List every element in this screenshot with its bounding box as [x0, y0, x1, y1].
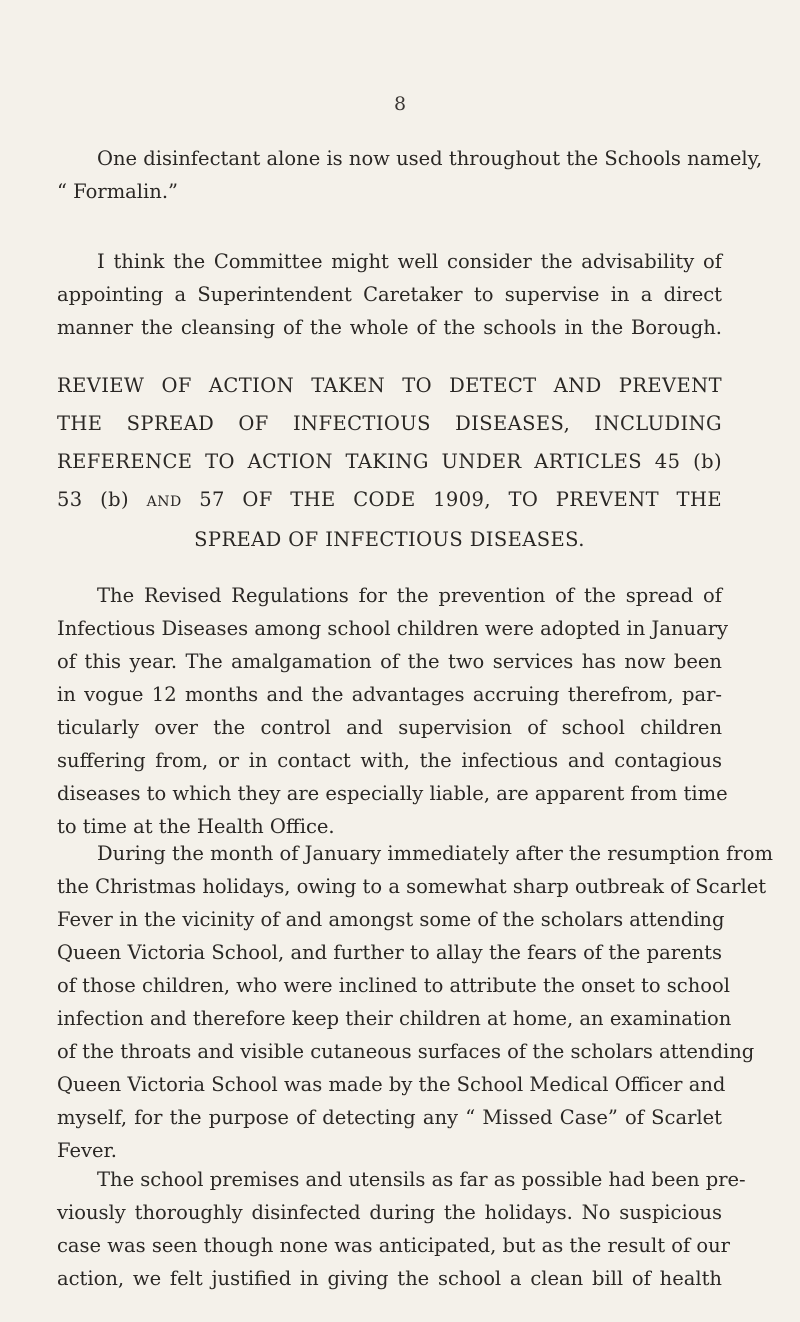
page-number: 8	[393, 93, 407, 115]
text-line: in vogue 12 months and the advantages accruing therefrom, par-	[57, 683, 722, 706]
paragraph-scarlet-fever	[57, 837, 773, 1167]
text-line: During the month of January immediately after the resumption from	[97, 842, 773, 865]
text-line: appointing a Superintendent Caretaker to supervise in a direct	[57, 283, 722, 306]
heading-fragment: 53 (b)	[57, 488, 130, 511]
paragraph-premises	[57, 1163, 746, 1295]
text-line: to time at the Health Office.	[57, 815, 335, 838]
heading-line: SPREAD OF INFECTIOUS DISEASES.	[194, 528, 585, 551]
text-line: of those children, who were inclined to attribute the onset to school	[57, 974, 730, 997]
text-line: The school premises and utensils as far as possible had been pre-	[97, 1168, 746, 1191]
text-line: Fever.	[57, 1139, 117, 1162]
text-line: of the throats and visible cutaneous surfaces of the scholars attending	[57, 1040, 755, 1063]
text-line: myself, for the purpose of detecting any “ Missed Case” of Scarlet	[57, 1106, 722, 1129]
text-line: “ Formalin.”	[57, 180, 179, 203]
heading-line: REVIEW OF ACTION TAKEN TO DETECT AND PREVENT	[57, 374, 722, 397]
text-line: Infectious Diseases among school children were adopted in January	[57, 617, 729, 640]
text-line: Queen Victoria School, and further to allay the fears of the parents	[57, 941, 722, 964]
paragraph-formalin	[57, 142, 763, 208]
text-line: Queen Victoria School was made by the School Medical Officer and	[57, 1073, 726, 1096]
text-line: manner the cleansing of the whole of the schools in the Borough.	[57, 316, 722, 339]
text-line: the Christmas holidays, owing to a somewhat sharp outbreak of Scarlet	[57, 875, 767, 898]
section-heading	[57, 367, 722, 559]
paragraph-superintendent	[57, 245, 722, 344]
text-line: action, we felt justified in giving the school a clean bill of health	[57, 1267, 722, 1290]
heading-line: REFERENCE TO ACTION TAKING UNDER ARTICLES 45 (b)	[57, 450, 722, 473]
text-line: of this year. The amalgamation of the two services has now been	[57, 650, 722, 673]
text-line: viously thoroughly disinfected during the holidays. No suspicious	[57, 1201, 722, 1224]
text-line: case was seen though none was anticipated, but as the result of our	[57, 1234, 731, 1257]
heading-line	[57, 481, 722, 521]
text-line: One disinfectant alone is now used throughout the Schools namely,	[97, 147, 763, 170]
text-line: infection and therefore keep their children at home, an examination	[57, 1007, 732, 1030]
text-line: diseases to which they are especially liable, are apparent from time	[57, 782, 728, 805]
heading-fragment: 57 OF THE CODE 1909, TO PREVENT THE	[199, 488, 722, 511]
heading-fragment-and: AND	[146, 494, 182, 510]
text-line: ticularly over the control and supervision of school children	[57, 716, 722, 739]
text-line: Fever in the vicinity of and amongst some of the scholars attending	[57, 908, 725, 931]
heading-line: THE SPREAD OF INFECTIOUS DISEASES, INCLUDING	[57, 412, 722, 435]
paragraph-revised-regulations	[57, 579, 729, 843]
text-line: I think the Committee might well consider the advisability of	[97, 250, 722, 273]
text-line: The Revised Regulations for the prevention of the spread of	[97, 584, 722, 607]
text-line: suffering from, or in contact with, the infectious and contagious	[57, 749, 722, 772]
